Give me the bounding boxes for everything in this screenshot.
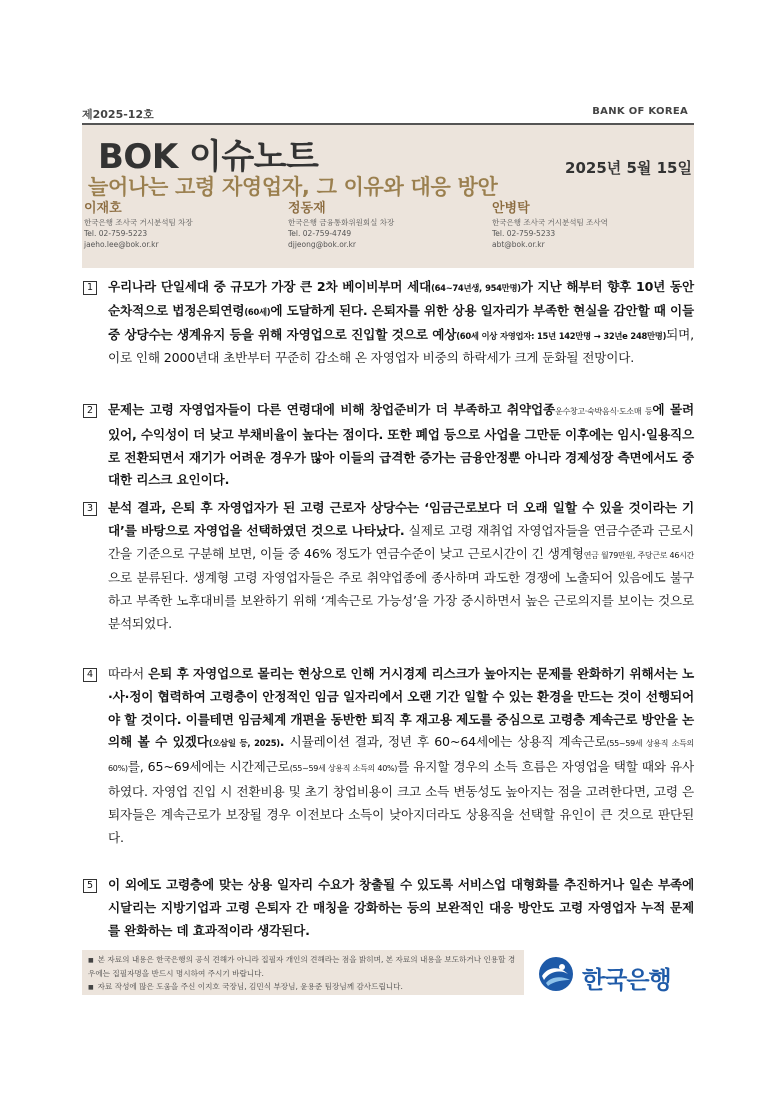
footnote — [88, 953, 518, 980]
report-subtitle: 늘어나는 고령 자영업자, 그 이유와 대응 방안 — [88, 175, 498, 199]
summary-section-5 — [82, 874, 694, 942]
series-title: BOK 이슈노트 — [98, 137, 319, 177]
author-email[interactable]: jaeho.lee@bok.or.kr — [84, 240, 159, 249]
text-bold: 분석 결과, 은퇴 후 자영업자가 된 고령 근로자 상당수는 ‘임금근로보다 더 오래 일할 수 있을 것이라는 기대’를 바탕으로 자영업을 선택하였던 것으로 나타났다. — [108, 500, 694, 538]
text-bold: 우리나라 단일세대 중 규모가 가장 큰 2차 베이비부머 세대 — [108, 279, 432, 294]
square-bullet-icon: ■ — [88, 984, 94, 991]
bank-name-english: BANK OF KOREA — [592, 106, 688, 117]
section-number-box: 3 — [83, 502, 97, 516]
author-tel: Tel. 02-759-4749 — [288, 229, 352, 238]
section-paragraph — [108, 276, 694, 370]
section-number-box: 5 — [83, 879, 97, 893]
section-paragraph — [108, 399, 694, 492]
issue-number: 제2025-12호 — [82, 108, 154, 121]
author-email[interactable]: abt@bok.or.kr — [492, 240, 545, 249]
text-regular: 되며, 이로 인해 2000년대 초반부터 꾸준히 감소해 온 자영업자 비중의 하락세가 크게 둔화될 전망이다. — [108, 326, 694, 366]
author-name: 안병탁 — [492, 201, 530, 216]
author-position: 한국은행 조사국 거시분석팀 차장 — [84, 218, 193, 227]
summary-section-3 — [82, 497, 694, 636]
text-note: (55~59세 상용직 소득의 60%) — [108, 739, 694, 774]
author-email[interactable]: djjeong@bok.or.kr — [288, 240, 357, 249]
author-tel: Tel. 02-759-5223 — [84, 229, 148, 238]
text-bold: 은퇴 후 자영업으로 몰리는 현상으로 인해 거시경제 리스크가 높아지는 문제를 완화하기 위해서는 노·사·정이 협력하여 고령층이 안정적인 임금 일자리에서 오랜 기간 일할 수 있는 환경을 만드는 것이 선행되어야 할 것이다. 이를테면 임금체계 개편을 동반한 퇴직 후 재고용 제도를 중심으로 고령층 계속근로 방안을 논의해 볼 수 있겠다 — [108, 666, 694, 750]
summary-section-1 — [82, 276, 694, 370]
text-note: (64~74년생, 954만명) — [431, 283, 521, 293]
text-regular: 를 유지할 경우의 소득 흐름은 자영업을 택할 때와 유사하였다. 자영업 진입 시 전환비용 및 초기 창업비용이 크고 소득 변동성도 높아지는 점을 고려한다면, 고령 은퇴자들은 계속근로가 보장될 경우 이전보다 소득이 낮아지더라도 상용직을 선택할 유인이 큰 것으로 판단된다. — [108, 759, 695, 845]
author-name: 이재호 — [84, 201, 122, 216]
title-block — [82, 125, 694, 268]
bok-logo-icon — [538, 956, 574, 992]
summary-section-2 — [82, 399, 694, 492]
text-bold: 에 몰려 있어, 수익성이 더 낮고 부채비율이 높다는 점이다. 또한 폐업 등으로 사업을 그만둔 이후에는 임시·일용직으로 전환되면서 재기가 어려운 경우가 많아 이들의 급격한 증가는 금융안정뿐 아니라 경제성장 측면에서도 중대한 리스크 요인이다. — [108, 402, 694, 488]
author-card — [84, 201, 284, 250]
top-meta — [82, 106, 688, 122]
text-note: 운수창고·숙박음식·도소매 등 — [555, 407, 653, 416]
text-regular: 실제로 고령 재취업 자영업자들을 연금수준과 근로시간을 기준으로 구분해 보면, 이들 중 46% 정도가 연금수준이 낮고 근로시간이 긴 생계형 — [108, 522, 694, 561]
section-number-box: 1 — [83, 281, 97, 295]
author-name: 정동재 — [288, 201, 326, 216]
text-note: (60세) — [244, 306, 271, 317]
bank-logo — [538, 956, 688, 992]
text-bold: 가 지난 해부터 향후 10년 동안 순차적으로 법정은퇴연령 — [108, 279, 694, 318]
text-bold: 에 도달하게 된다. 은퇴자를 위한 상용 일자리가 부족한 현실을 감안할 때 이들 중 상당수는 생계유지 등을 위해 자영업으로 진입할 것으로 예상 — [108, 302, 695, 342]
section-paragraph — [108, 874, 694, 942]
text-note: (오삼일 등, 2025) — [208, 738, 280, 749]
author-position: 한국은행 조사국 거시분석팀 조사역 — [492, 218, 608, 227]
text-bold: 문제는 고령 자영업자들이 다른 연령대에 비해 창업준비가 더 부족하고 취약업종 — [108, 402, 556, 417]
footnote-box — [82, 950, 524, 995]
section-number-box: 4 — [83, 668, 97, 682]
author-card — [492, 201, 692, 250]
footnote-text: 본 자료의 내용은 한국은행의 공식 견해가 아니라 집필자 개인의 견해라는 점을 밝히며, 본 자료의 내용을 보도하거나 인용할 경우에는 집필자명을 반드시 명시하여 주시기 바랍니다. — [88, 955, 516, 978]
footnote — [88, 980, 518, 994]
text-regular: 으로 분류된다. 생계형 고령 자영업자들은 주로 취약업종에 종사하며 과도한 경쟁에 노출되어 있음에도 불구하고 부족한 노후대비를 보완하기 위해 ‘계속근로 가능성’을 가장 중시하면서 높은 근로의지를 보이는 것으로 분석되었다. — [108, 570, 694, 631]
text-note: (60세 이상 자영업자: 15년 142만명 → 32년e 248만명) — [456, 330, 667, 341]
footnote-text: 자료 작성에 많은 도움을 주신 이지호 국장님, 김민식 부장님, 윤용준 팀장님께 감사드립니다. — [97, 982, 403, 991]
summary-section-4 — [82, 663, 694, 849]
bank-logo-text: 한국은행 — [582, 966, 671, 994]
author-card — [288, 201, 488, 250]
publication-date: 2025년 5월 15일 — [565, 159, 692, 177]
text-note: (55~59세 상용직 소득의 40%) — [289, 764, 398, 774]
text-regular: 따라서 — [108, 666, 149, 681]
section-number-box: 2 — [83, 404, 97, 418]
text-regular: 시뮬레이션 결과, 정년 후 60~64세에는 상용직 계속근로 — [284, 734, 607, 750]
author-tel: Tel. 02-759-5233 — [492, 229, 556, 238]
text-bold: 이 외에도 고령층에 맞는 상용 일자리 수요가 창출될 수 있도록 서비스업 대형화를 추진하거나 일손 부족에 시달리는 지방기업과 고령 은퇴자 간 매칭을 강화하는 등의 보완적인 대응 방안도 고령 자영업자 누적 문제를 완화하는 데 효과적이라 생각된다. — [108, 877, 694, 938]
section-paragraph — [108, 497, 694, 636]
text-regular: 를, 65~69세에는 시간제근로 — [127, 759, 290, 775]
square-bullet-icon: ■ — [88, 957, 94, 964]
text-bold: . — [279, 734, 285, 750]
section-paragraph — [108, 663, 694, 849]
author-position: 한국은행 금융통화위원회실 차장 — [288, 218, 395, 227]
text-note: 연금 월79만원, 주당근로 46시간 — [583, 550, 694, 560]
